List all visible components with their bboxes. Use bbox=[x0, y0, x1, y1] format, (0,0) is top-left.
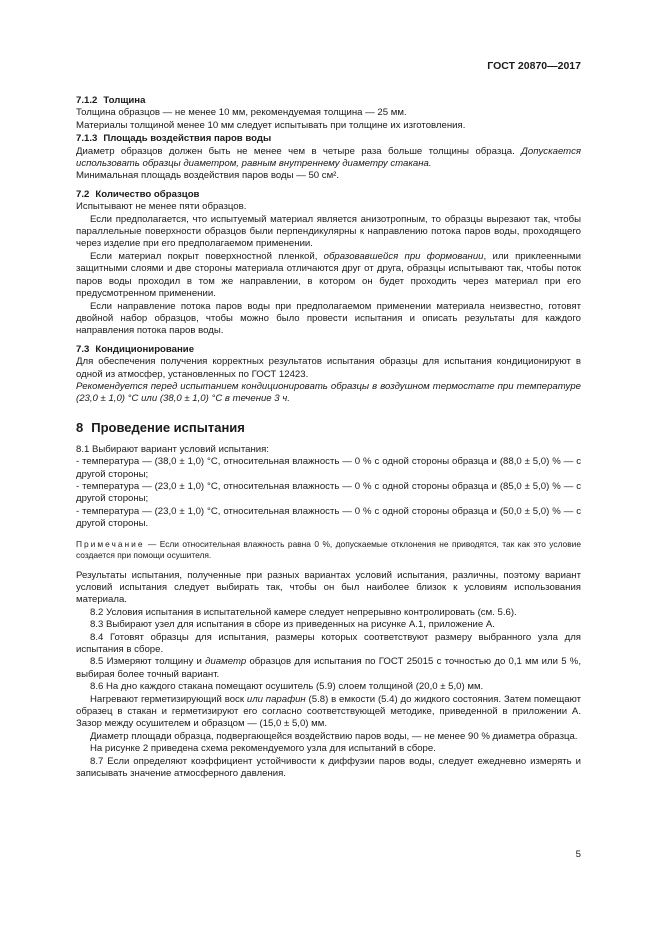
italic-span: диаметр bbox=[205, 656, 247, 668]
paragraph: Диаметр площади образца, подвергающейся воздействию паров воды, — не менее 90 % диаметра образца. bbox=[90, 730, 578, 742]
document-header: ГОСТ 20870—2017 bbox=[487, 60, 581, 72]
paragraph: 8.1 Выбирают вариант условий испытания: bbox=[76, 443, 269, 455]
paragraph: Минимальная площадь воздействия паров воды — 50 см². bbox=[76, 170, 340, 182]
section-number: 7.1.2 bbox=[76, 95, 98, 106]
paragraph: 8.3 Выбирают узел для испытания в сборе из приведенных на рисунке А.1, приложение А. bbox=[90, 619, 495, 631]
paragraph: Материалы толщиной менее 10 мм следует испытывать при толщине их изготовления. bbox=[76, 119, 466, 131]
paragraph: Если предполагается, что испытуемый материал является анизотропным, то образцы вырезают так, чтобы параллельные поверхности образцов были перпендикулярны к направлению потока паров воды, проходящего через изделие при его предполагаемом применении. bbox=[76, 213, 581, 250]
note bbox=[76, 539, 581, 561]
note-label: Примечание bbox=[76, 538, 145, 549]
page-number: 5 bbox=[575, 849, 581, 860]
list-item: - температура — (23,0 ± 1,0) °С, относительная влажность — 0 % с одной стороны образца и (50,0 ± 5,0) % — с другой стороны. bbox=[76, 505, 581, 530]
text-span: Диаметр образцов должен быть не менее чем в четыре раза больше толщины образца. bbox=[76, 145, 522, 157]
section-number: 7.1.3 bbox=[76, 133, 98, 145]
paragraph bbox=[76, 694, 581, 731]
text-span: 8.5 Измеряют толщину и bbox=[90, 656, 206, 668]
section-heading-7-2 bbox=[76, 189, 581, 201]
section-title: Толщина bbox=[103, 95, 146, 106]
paragraph: Если направление потока паров воды при предполагаемом применении материала неизвестно, готовят двойной набор образцов, чтобы можно было провести испытания и описать результаты для каждого направления потока паров воды. bbox=[76, 300, 581, 337]
section-title: Площадь воздействия паров воды bbox=[103, 133, 272, 145]
text-span: Нагревают герметизирующий воск bbox=[90, 693, 247, 705]
paragraph: 8.7 Если определяют коэффициент устойчивости к диффузии паров воды, следует ежедневно измерять и записывать значение атмосферного давления. bbox=[76, 755, 581, 780]
section-title: Кондиционирование bbox=[95, 343, 195, 355]
section-number: 7.3 bbox=[76, 343, 90, 355]
page-content bbox=[76, 94, 581, 781]
list-item: - температура — (38,0 ± 1,0) °С, относительная влажность — 0 % с одной стороны образца и (88,0 ± 5,0) % — с другой стороны; bbox=[76, 456, 581, 480]
italic-span: Рекомендуется перед испытанием кондиционировать образцы в воздушном термостате при температуре (23,0 ± 1,0) °С или (38,0 ± 1,0) °С в течение 3 ч. bbox=[76, 380, 581, 405]
paragraph bbox=[76, 381, 581, 406]
section-number: 7.2 bbox=[76, 188, 90, 200]
text-span: образцов для испытания по ГОСТ 25015 с точностью до 0,1 мм или 5 %, выбирая более точный вариант. bbox=[76, 656, 581, 680]
italic-span: Допускается использовать образцы диаметром, равным внутреннему диаметру стакана. bbox=[76, 145, 581, 170]
text-span: Если материал покрыт поверхностной пленкой, bbox=[90, 250, 324, 262]
section-title: Количество образцов bbox=[95, 188, 200, 200]
italic-span: или парафин bbox=[246, 693, 306, 705]
section-heading-7-3 bbox=[76, 344, 581, 356]
text-span: (5.8) в емкости (5.4) до жидкого состояния. Затем помещают образец в стакан и герметизируют его согласно соответствующей методике, приведенной в приложении А. Зазор между осушителем и образцом — (15,0 ± 5,0) мм. bbox=[76, 693, 581, 730]
note-text: — Если относительная влажность равна 0 %, допускаемые отклонения не приводятся, так как это условие создается при помощи осушителя. bbox=[76, 538, 581, 560]
paragraph: Толщина образцов — не менее 10 мм, рекомендуемая толщина — 25 мм. bbox=[76, 107, 407, 119]
paragraph: 8.2 Условия испытания в испытательной камере следует непрерывно контролировать (см. 5.6). bbox=[90, 606, 517, 618]
section-heading-7-1-3 bbox=[76, 133, 581, 145]
list-item: - температура — (23,0 ± 1,0) °С, относительная влажность — 0 % с одной стороны образца и (85,0 ± 5,0) % — с другой стороны; bbox=[76, 480, 581, 505]
paragraph: На рисунке 2 приведена схема рекомендуемого узла для испытаний в сборе. bbox=[90, 743, 436, 755]
paragraph: 8.4 Готовят образцы для испытания, размеры которых соответствуют размеру выбранного узла для испытания в сборе. bbox=[76, 631, 581, 656]
italic-span: образовавшейся при формовании bbox=[323, 250, 484, 262]
paragraph: Результаты испытания, полученные при разных вариантах условий испытания, различны, поэтому вариант условий испытания следует выбирать так, чтобы он был наиболее близок к условиям использования материала. bbox=[76, 569, 581, 606]
section-heading-8 bbox=[76, 420, 581, 435]
section-heading-7-1-2 bbox=[76, 95, 581, 107]
section-number: 8 bbox=[76, 419, 84, 435]
paragraph bbox=[76, 656, 581, 681]
paragraph bbox=[76, 146, 581, 171]
paragraph: Испытывают не менее пяти образцов. bbox=[76, 201, 247, 213]
paragraph bbox=[76, 251, 581, 301]
text-span: , или приклеенными защитными слоями и две стороны материала отличаются друг от друга, образцы испытывают так, чтобы поток паров воды проходил в том же направлении, в котором он будет проходить через материал при его предусмотренном применении. bbox=[76, 250, 581, 300]
paragraph: Для обеспечения получения корректных результатов испытания образцы для испытания кондиционируют в одной из атмосфер, установленных по ГОСТ 12423. bbox=[76, 356, 581, 380]
section-title: Проведение испытания bbox=[91, 419, 245, 435]
paragraph: 8.6 На дно каждого стакана помещают осушитель (5.9) слоем толщиной (20,0 ± 5,0) мм. bbox=[90, 681, 484, 693]
